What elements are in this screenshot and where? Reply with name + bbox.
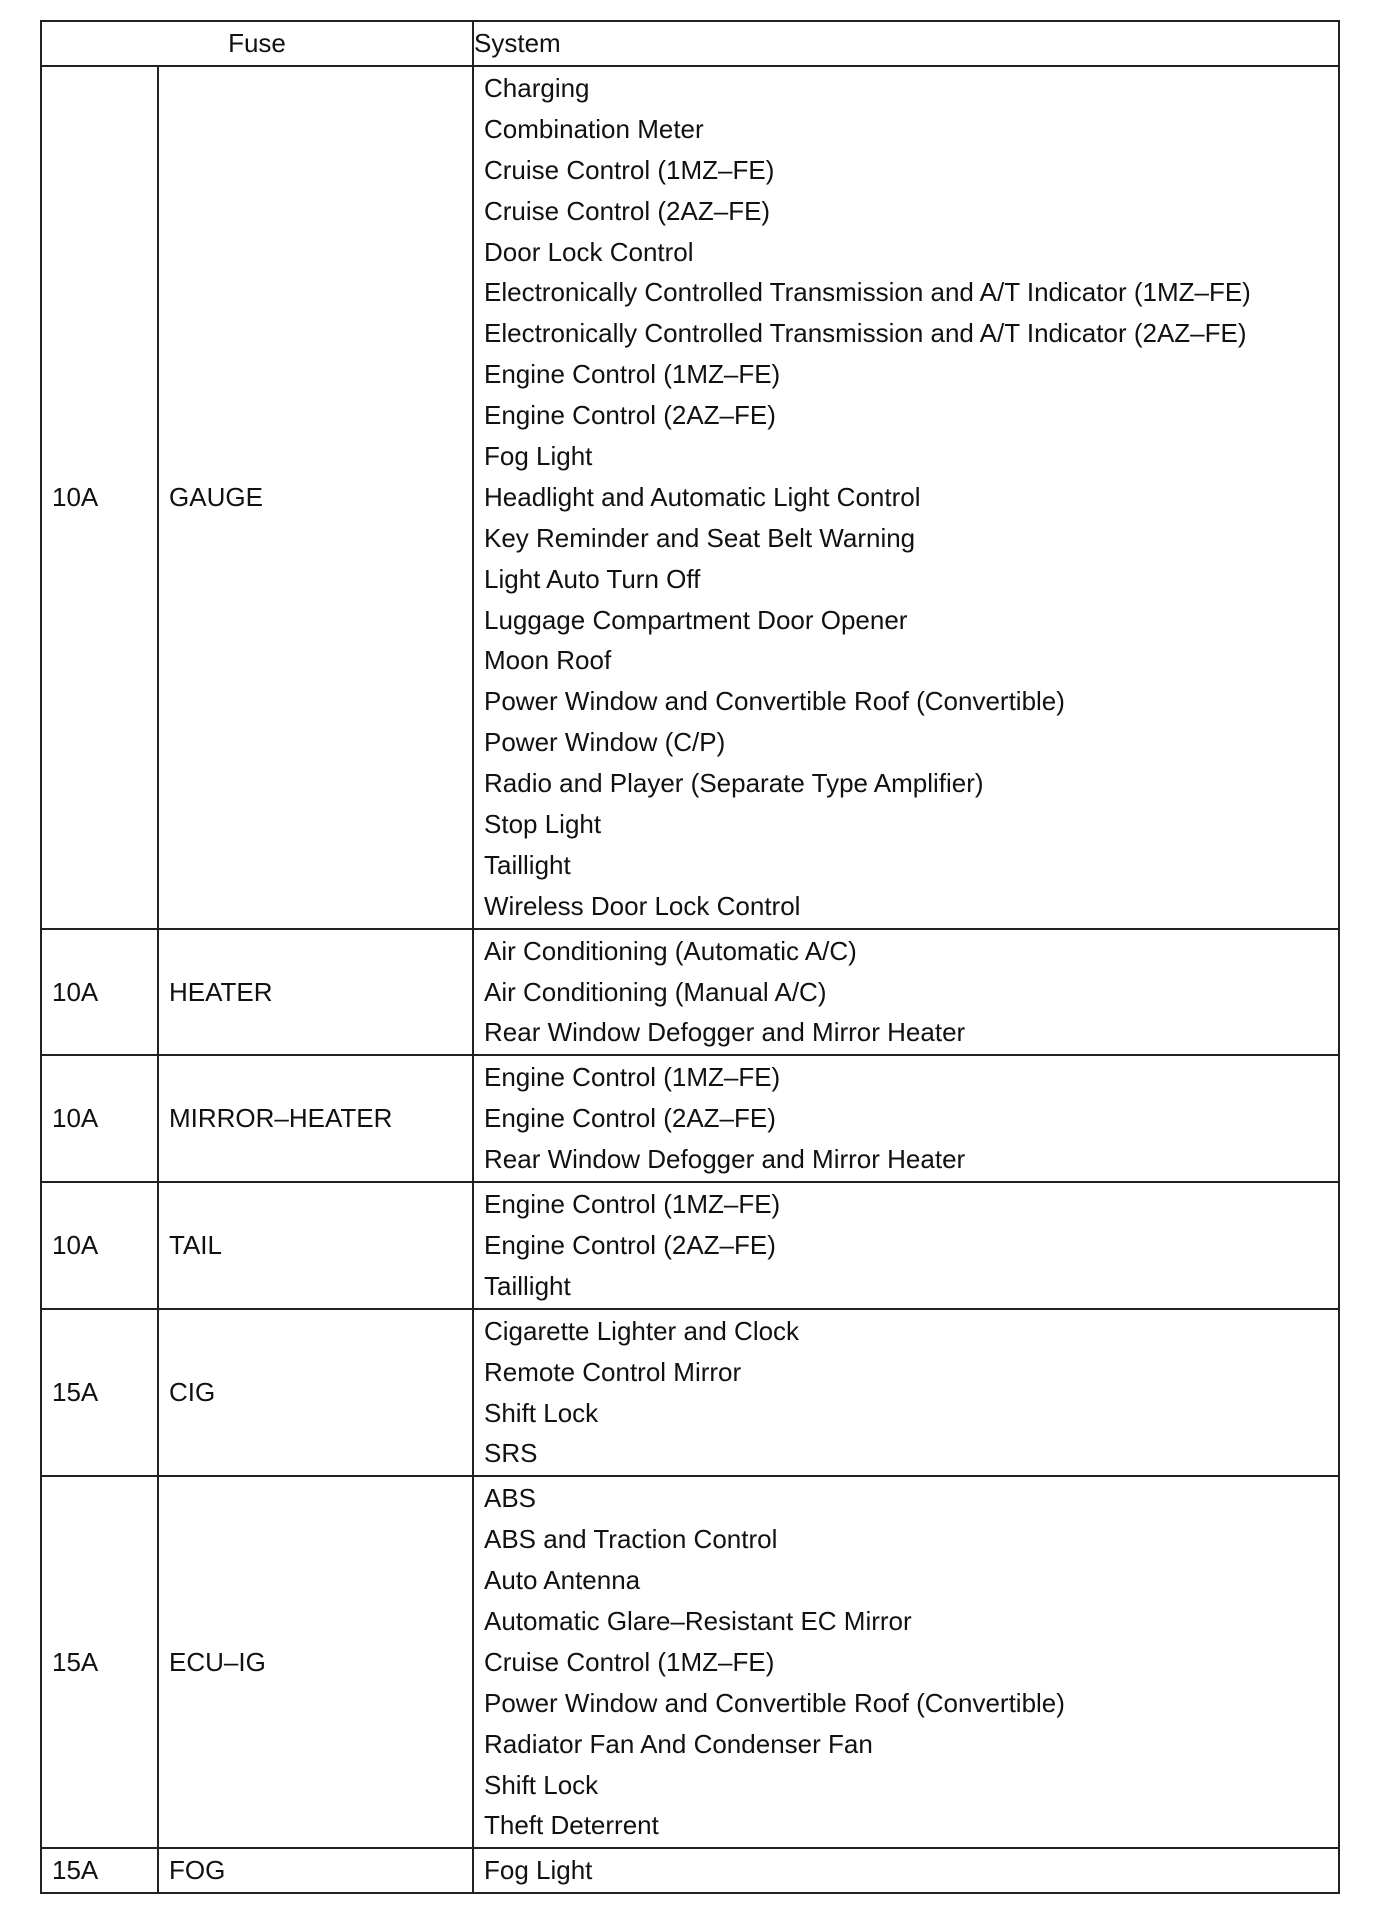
system-column-header: System bbox=[473, 21, 1339, 66]
system-item: ABS and Traction Control bbox=[484, 1524, 778, 1555]
system-list bbox=[473, 1476, 1339, 1848]
system-item: Moon Roof bbox=[484, 645, 612, 676]
fuse-name: MIRROR–HEATER bbox=[158, 1055, 473, 1182]
system-item: Cruise Control (1MZ–FE) bbox=[484, 1646, 775, 1677]
system-item: Light Auto Turn Off bbox=[484, 563, 701, 594]
system-item: Shift Lock bbox=[484, 1769, 599, 1800]
system-item: Electronically Controlled Transmission and A/T Indicator (2AZ–FE) bbox=[484, 318, 1247, 349]
system-list bbox=[473, 1309, 1339, 1477]
system-item: Engine Control (2AZ–FE) bbox=[484, 1103, 776, 1134]
fuse-rating: 10A bbox=[41, 1055, 158, 1182]
fuse-row bbox=[41, 1848, 1339, 1893]
fuse-rating: 10A bbox=[41, 929, 158, 1056]
fuse-name: TAIL bbox=[158, 1182, 473, 1309]
fuse-name: GAUGE bbox=[158, 66, 473, 929]
fuse-rating: 15A bbox=[41, 1309, 158, 1477]
system-item: Theft Deterrent bbox=[484, 1810, 659, 1841]
system-item: Cruise Control (2AZ–FE) bbox=[484, 195, 771, 226]
system-item: Rear Window Defogger and Mirror Heater bbox=[484, 1017, 966, 1048]
system-item: SRS bbox=[484, 1438, 538, 1469]
system-item: Fog Light bbox=[484, 441, 593, 472]
system-item: ABS bbox=[484, 1483, 537, 1514]
system-item: Rear Window Defogger and Mirror Heater bbox=[484, 1144, 966, 1175]
system-list bbox=[473, 1182, 1339, 1309]
system-item: Door Lock Control bbox=[484, 236, 694, 267]
system-item: Engine Control (1MZ–FE) bbox=[484, 1062, 781, 1093]
system-item: Taillight bbox=[484, 849, 571, 880]
fuse-row bbox=[41, 1476, 1339, 1848]
fuse-rating: 15A bbox=[41, 1476, 158, 1848]
fuse-name: FOG bbox=[158, 1848, 473, 1893]
system-item: Headlight and Automatic Light Control bbox=[484, 481, 921, 512]
system-item: Engine Control (1MZ–FE) bbox=[484, 359, 781, 390]
system-item: Fog Light bbox=[484, 1855, 593, 1886]
system-item: Power Window and Convertible Roof (Convertible) bbox=[484, 1687, 1065, 1718]
header-row bbox=[41, 21, 1339, 66]
system-item: Cruise Control (1MZ–FE) bbox=[484, 154, 775, 185]
system-item: Taillight bbox=[484, 1270, 571, 1301]
fuse-table-body bbox=[41, 66, 1339, 1893]
system-list bbox=[473, 929, 1339, 1056]
system-list bbox=[473, 1848, 1339, 1893]
fuse-name: ECU–IG bbox=[158, 1476, 473, 1848]
system-item: Remote Control Mirror bbox=[484, 1356, 742, 1387]
system-list bbox=[473, 66, 1339, 929]
fuse-row bbox=[41, 1309, 1339, 1477]
system-item: Engine Control (1MZ–FE) bbox=[484, 1189, 781, 1220]
fuse-column-header: Fuse bbox=[41, 21, 473, 66]
system-item: Radiator Fan And Condenser Fan bbox=[484, 1728, 873, 1759]
fuse-name: HEATER bbox=[158, 929, 473, 1056]
system-item: Key Reminder and Seat Belt Warning bbox=[484, 522, 916, 553]
system-item: Wireless Door Lock Control bbox=[484, 890, 801, 921]
system-item: Stop Light bbox=[484, 809, 602, 840]
fuse-row bbox=[41, 66, 1339, 929]
system-item: Cigarette Lighter and Clock bbox=[484, 1315, 800, 1346]
fuse-rating: 10A bbox=[41, 1182, 158, 1309]
fuse-rating: 10A bbox=[41, 66, 158, 929]
system-item: Charging bbox=[484, 73, 590, 103]
system-item: Electronically Controlled Transmission and A/T Indicator (1MZ–FE) bbox=[484, 277, 1251, 308]
system-item: Auto Antenna bbox=[484, 1565, 641, 1596]
fuse-rating: 15A bbox=[41, 1848, 158, 1893]
system-item: Power Window and Convertible Roof (Convertible) bbox=[484, 686, 1065, 717]
system-item: Luggage Compartment Door Opener bbox=[484, 604, 908, 635]
system-item: Air Conditioning (Manual A/C) bbox=[484, 976, 827, 1007]
system-item: Engine Control (2AZ–FE) bbox=[484, 400, 776, 431]
system-item: Radio and Player (Separate Type Amplifier) bbox=[484, 768, 984, 799]
system-item: Shift Lock bbox=[484, 1397, 599, 1428]
fuse-row bbox=[41, 1055, 1339, 1182]
fuse-row bbox=[41, 929, 1339, 1056]
system-list bbox=[473, 1055, 1339, 1182]
system-item: Automatic Glare–Resistant EC Mirror bbox=[484, 1605, 912, 1636]
fuse-table bbox=[40, 20, 1340, 1894]
system-item: Engine Control (2AZ–FE) bbox=[484, 1229, 776, 1260]
system-item: Power Window (C/P) bbox=[484, 727, 726, 758]
system-item: Air Conditioning (Automatic A/C) bbox=[484, 935, 857, 966]
system-item: Combination Meter bbox=[484, 113, 704, 144]
fuse-name: CIG bbox=[158, 1309, 473, 1477]
fuse-row bbox=[41, 1182, 1339, 1309]
